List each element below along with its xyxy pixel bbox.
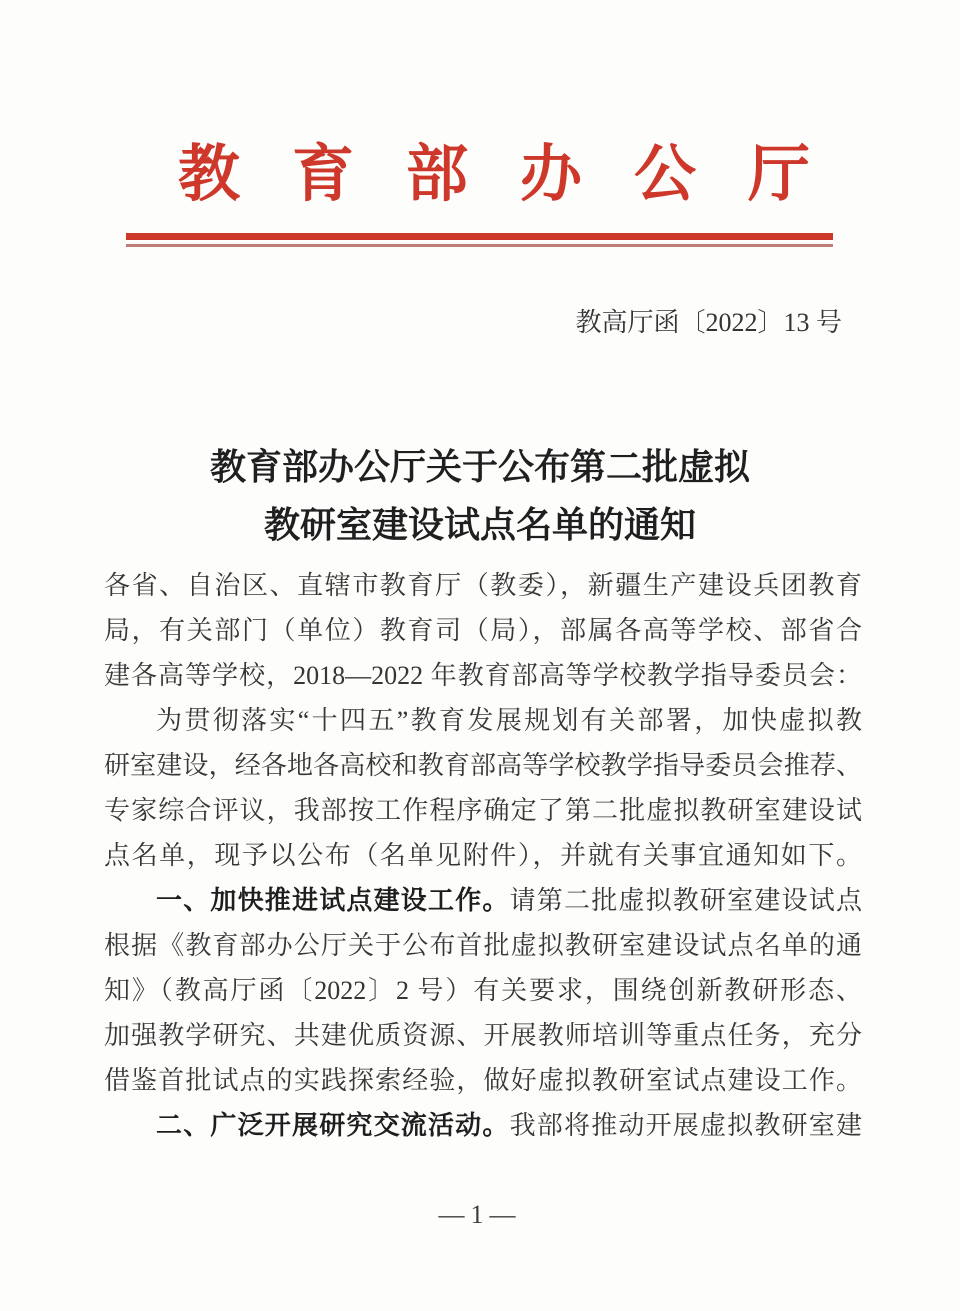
section-1-paragraph: [104, 878, 862, 1103]
section-2-text: 我部将推动开展虚拟教研室建: [509, 1111, 862, 1140]
body-line: 为贯彻落实“十四五”教育发展规划有关部署，加快虚拟教: [156, 706, 862, 735]
body-line: [104, 1103, 862, 1148]
body-line: 借鉴首批试点的实践探索经验，做好虚拟教研室试点建设工作。: [104, 1066, 862, 1095]
document-title-line2: 教研室建设试点名单的通知: [263, 505, 696, 545]
section-1-text: 请第二批虚拟教研室建设试点: [509, 886, 862, 915]
body-line: 研室建设，经各地各高校和教育部高等学校教学指导委员会推荐、: [104, 751, 862, 780]
body-line: 各省、自治区、直辖市教育厅（教委），新疆生产建设兵团教育: [104, 571, 862, 600]
letterhead-title: 教育部办公厅: [178, 141, 863, 209]
document-number: 教高厅函〔2022〕13 号: [575, 308, 842, 337]
document-title: [0, 438, 960, 554]
body-line: 建各高等学校，2018—2022 年教育部高等学校教学指导委员会：: [104, 661, 862, 690]
intro-paragraph: [104, 698, 862, 878]
body-line: 根据《教育部办公厅关于公布首批虚拟教研室建设试点名单的通: [104, 931, 862, 960]
body-line: 专家综合评议，我部按工作程序确定了第二批虚拟教研室建设试: [104, 796, 862, 825]
page-number: —1—: [438, 1200, 522, 1229]
section-2-heading: 二、广泛开展研究交流活动。: [156, 1110, 510, 1140]
salutation-paragraph: [104, 563, 862, 698]
body-line: [104, 878, 862, 923]
red-rule-thick: [126, 233, 833, 240]
red-rule-thin: [126, 244, 833, 247]
body-line: 局，有关部门（单位）教育司（局），部属各高等学校、部省合: [104, 616, 862, 645]
body-line: 知》（教高厅函〔2022〕2 号）有关要求，围绕创新教研形态、: [104, 976, 862, 1005]
section-1-heading: 一、加快推进试点建设工作。: [156, 885, 510, 915]
document-body: [104, 563, 862, 1148]
section-2-paragraph: [104, 1103, 862, 1148]
body-line: 点名单，现予以公布（名单见附件），并就有关事宜通知如下。: [104, 841, 862, 870]
document-title-line1: 教育部办公厅关于公布第二批虚拟: [209, 447, 750, 487]
body-line: 加强教学研究、共建优质资源、开展教师培训等重点任务，充分: [104, 1021, 862, 1050]
